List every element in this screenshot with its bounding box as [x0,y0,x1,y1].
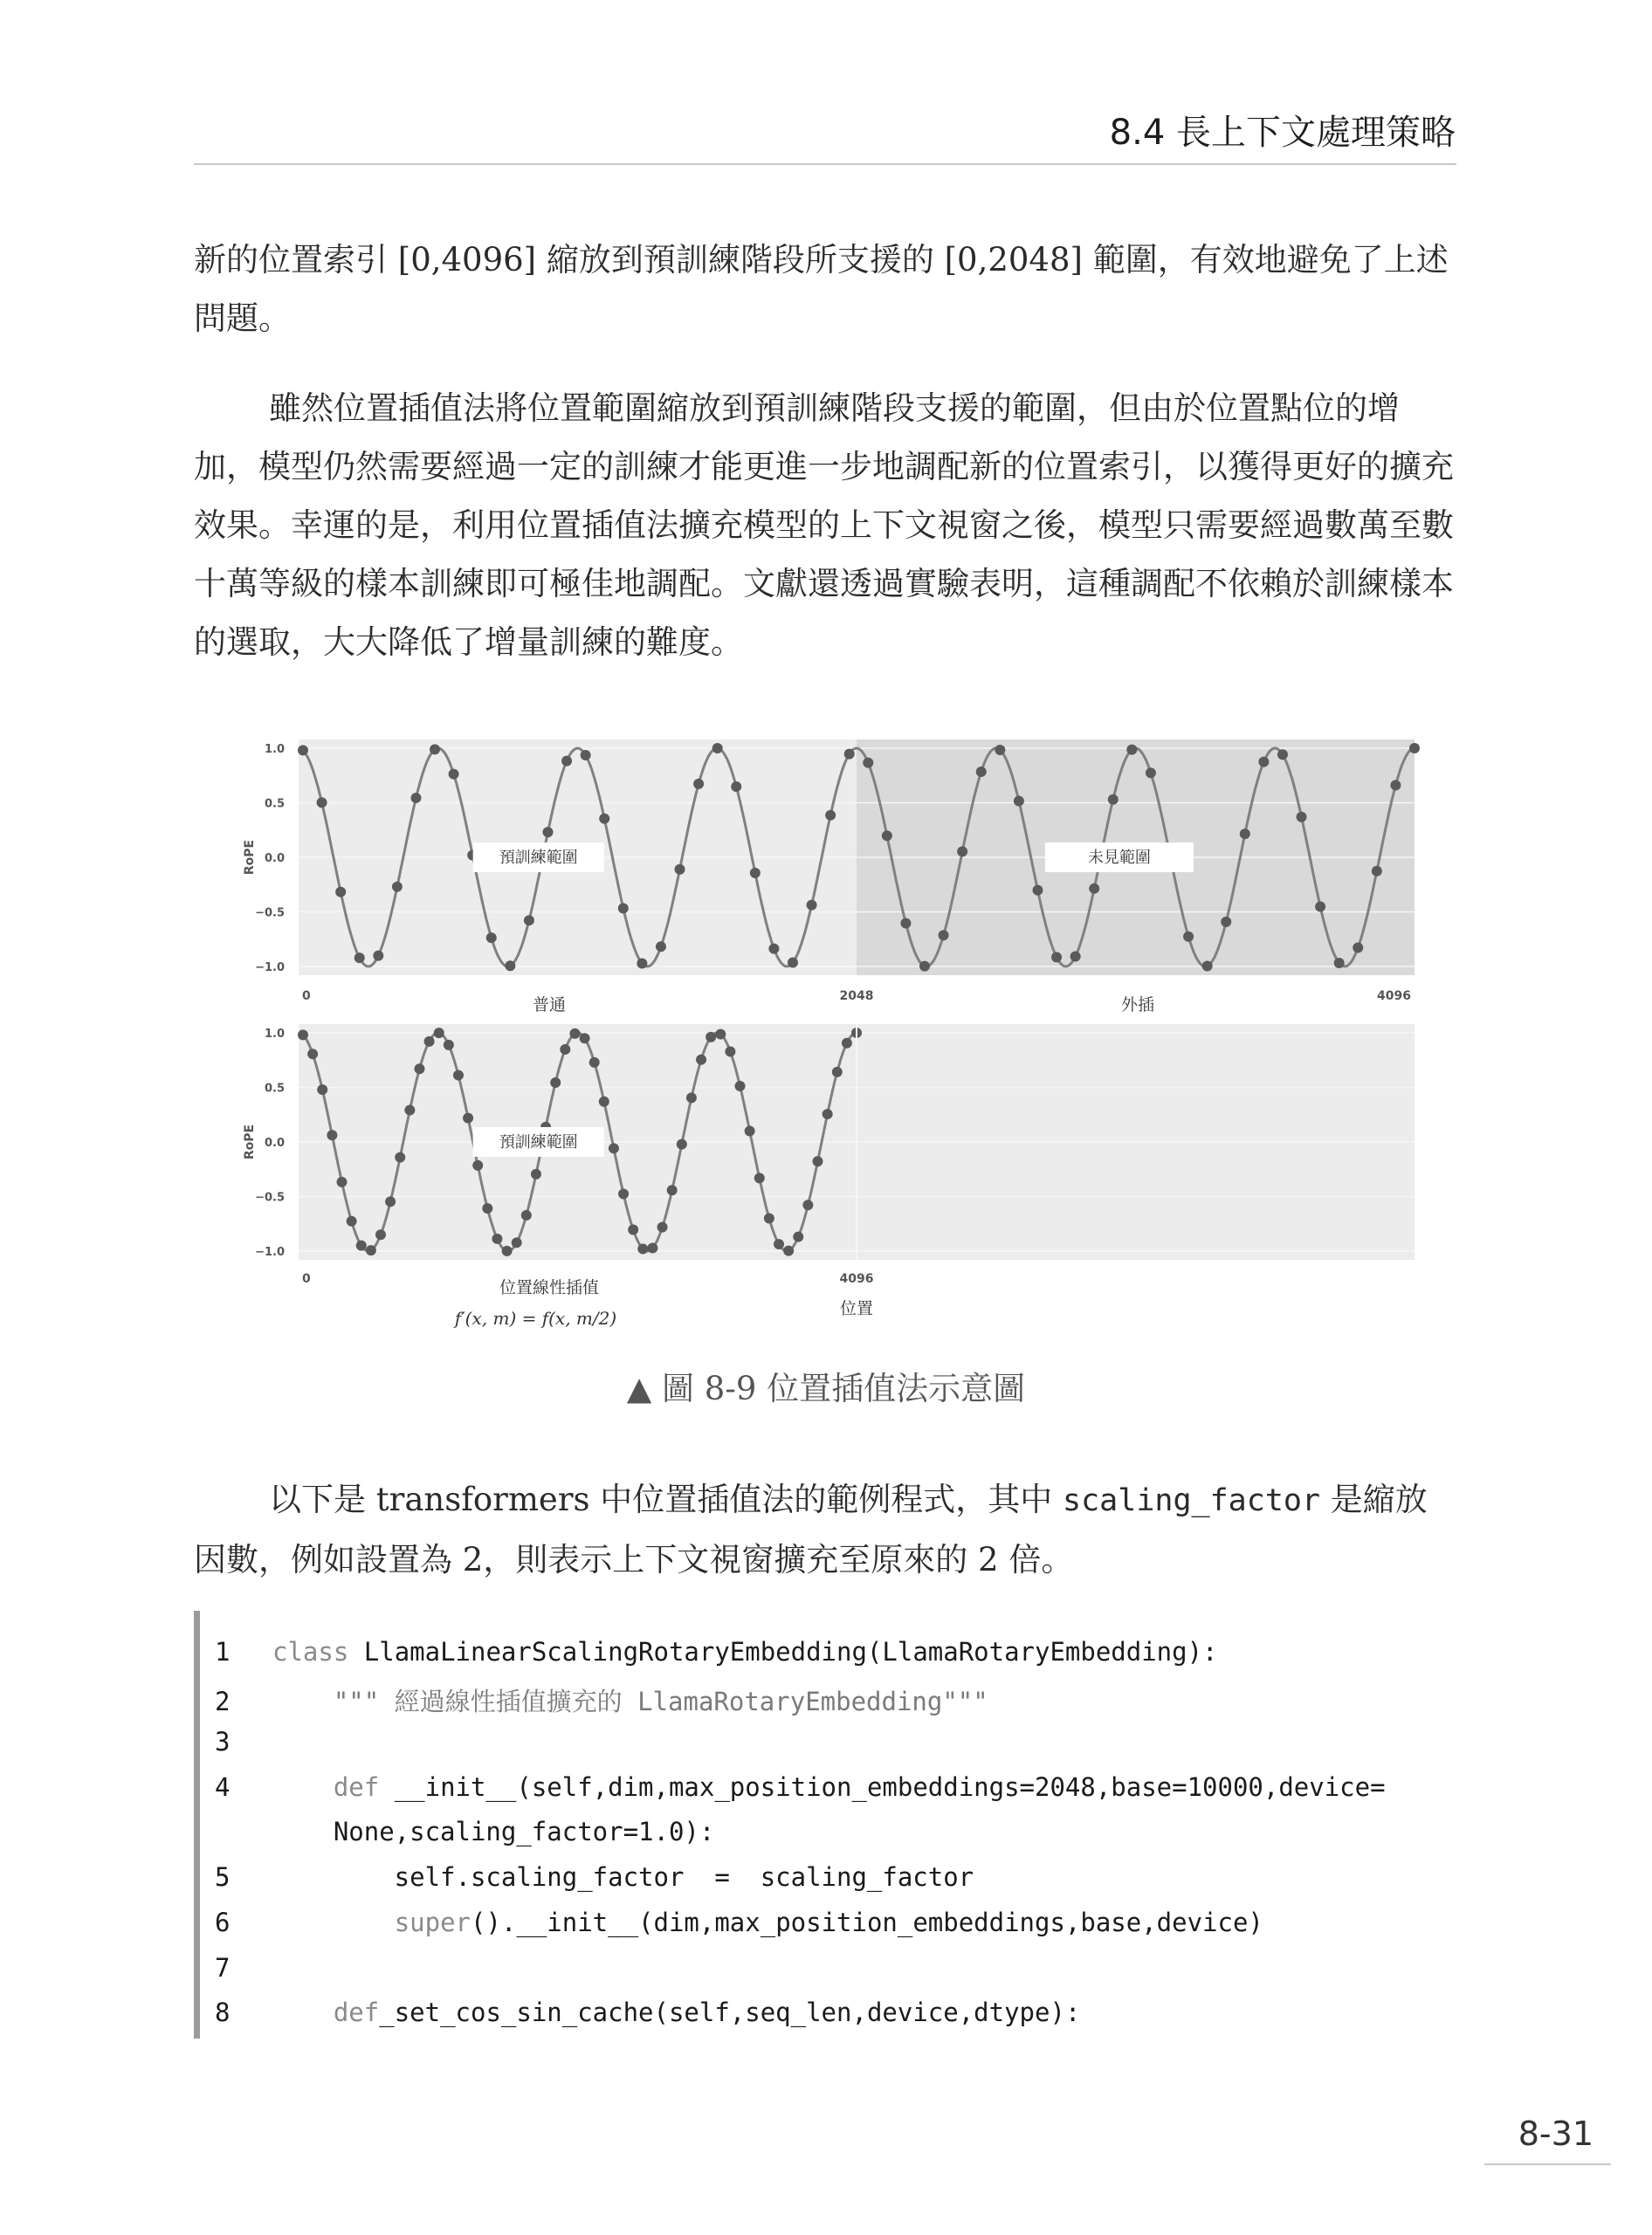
data-point [657,1222,668,1233]
data-point [774,1239,784,1249]
data-point [472,1160,483,1171]
data-point [667,1185,678,1195]
data-point [802,1200,813,1210]
code-line [215,1862,974,1892]
line-number: 5 [215,1862,231,1892]
page-number: 8-31 [1518,2115,1593,2153]
x-tick-label: 4096 [1377,989,1411,1003]
code-token: _set_cos_sin_cache(self,seq_len,device,dtype): [379,1998,1081,2027]
data-point [375,1229,386,1240]
data-point [521,1210,532,1221]
code-token: __init__(self,dim,max_position_embeddings=2048,base=10000,device= [379,1772,1386,1802]
data-point [453,1070,464,1081]
rope-interpolation-figure [236,729,1423,1349]
data-point [823,1109,833,1119]
data-point [675,864,685,875]
code-token: self.scaling_factor = scaling_factor [272,1862,974,1892]
code-token: class [272,1637,349,1667]
data-point [354,952,365,963]
data-point [336,1177,347,1187]
code-token: def [333,1998,380,2027]
data-point [1014,795,1024,806]
x-tick-label: 0 [302,1272,311,1286]
data-point [449,769,459,780]
code-block [194,1611,1463,2039]
data-point [524,915,534,925]
data-point [900,918,911,929]
data-point [580,1033,590,1043]
header-divider [194,163,1456,165]
sublabel-linear-interpolation: 位置線性插值 [499,1278,600,1297]
code-line [215,1637,1218,1667]
paragraph-3-text-a: 以下是 transformers 中位置插值法的範例程式，其中 [269,1481,1063,1518]
paragraph-1: 新的位置索引 [0,4096] 縮放到預訓練階段所支援的 [0,2048] 範圍，有效地避免了上述問題。 [194,241,1449,337]
line-number: 8 [215,1998,231,2027]
code-token: """ 經過線性插值擴充的 LlamaRotaryEmbedding""" [272,1687,988,1716]
data-point [561,756,572,767]
data-point [768,944,779,954]
paragraph-2: 雖然位置插值法將位置範圍縮放到預訓練階段支援的範圍，但由於位置點位的增加，模型仍然需要經過一定的訓練才能更進一步地調配新的位置索引，以獲得更好的擴充效果。幸運的是，利用位置插值法擴充模型的上下文視窗之後，模型只需要經過數萬至數十萬等級的樣本訓練即可極佳地調配。文獻還透過實驗表明，這種調配不依賴於訓練樣本的選取，大大降低了增量訓練的難度。 [194,389,1454,661]
code-line [215,1772,1386,1802]
data-point [307,1049,318,1059]
data-point [693,779,704,789]
code-line [215,1817,714,1846]
y-tick-label: −0.5 [255,1191,285,1205]
data-point [502,1246,513,1256]
data-point [677,1139,687,1150]
data-point [656,941,666,952]
data-point [957,846,967,856]
data-point [430,744,440,754]
region-label-pretrain: 預訓練範圍 [499,849,578,867]
data-point [844,749,855,760]
data-point [569,1028,580,1039]
line-number: 3 [215,1727,231,1757]
data-point [628,1224,638,1234]
data-point [882,830,892,841]
data-point [919,961,930,972]
sublabel-extrapolation: 外插 [1120,995,1155,1014]
data-point [1353,942,1363,952]
inline-code-scaling-factor: scaling_factor [1063,1483,1321,1518]
data-point [404,1105,415,1116]
data-point [335,887,346,897]
code-line [215,1682,988,1718]
line-number: 2 [215,1687,231,1716]
data-point [1183,932,1194,942]
data-point [1221,917,1231,927]
data-point [505,960,515,971]
data-point [731,781,741,792]
x-axis-label: 位置 [839,1299,874,1318]
data-point [1297,812,1307,822]
code-token: None,scaling_factor=1.0): [272,1817,715,1846]
data-point [347,1216,357,1227]
data-point [793,1232,803,1242]
data-point [1089,884,1099,894]
data-point [1126,745,1137,755]
data-point [492,1234,502,1244]
data-point [1108,794,1119,805]
data-point [813,1156,823,1166]
data-point [995,745,1005,755]
y-tick-label: −1.0 [255,1246,285,1259]
data-point [863,758,873,768]
data-point [637,959,647,969]
data-point [1258,757,1269,767]
data-point [1070,951,1081,961]
data-point [1240,829,1250,839]
data-point [735,1081,746,1091]
data-point [618,903,629,913]
code-token: LlamaLinearScalingRotaryEmbedding(LlamaRotaryEmbedding): [348,1637,1218,1667]
line-number: 1 [215,1637,231,1667]
data-point [599,1097,609,1107]
data-point [618,1188,629,1199]
data-point [754,1173,765,1183]
footer-divider [1484,2163,1611,2165]
data-point [832,1067,843,1077]
code-token: ().__init__(dim,max_position_embeddings,base,device) [471,1908,1263,1937]
data-point [712,743,723,753]
data-point [764,1213,774,1223]
data-point [373,951,383,961]
data-point [1409,743,1420,753]
y-tick-label: 1.0 [264,1028,285,1041]
code-line [215,1908,1263,1937]
data-point [807,900,817,911]
y-tick-label: 0.5 [264,797,285,811]
data-point [356,1241,367,1251]
data-point [599,814,609,824]
data-point [1202,960,1213,971]
y-tick-label: 1.0 [264,743,285,756]
data-point [1372,866,1382,877]
data-point [745,1126,755,1137]
data-point [560,1044,570,1055]
y-tick-label: 0.5 [264,1082,285,1096]
data-point [463,1113,473,1124]
figure-caption: ▲ 圖 8-9 位置插值法示意圖 [626,1370,1026,1407]
data-point [783,1246,794,1256]
y-axis-label: RoPE [243,839,257,876]
data-point [1032,885,1043,896]
data-point [750,868,761,878]
y-tick-label: 0.0 [264,1137,285,1150]
data-point [725,1047,735,1057]
data-point [581,750,591,760]
paragraph-3-text-b: 是縮放因數，例如設置為 2，則表示上下文視窗擴充至原來的 2 倍。 [194,1481,1428,1578]
data-point [939,930,949,940]
data-point [696,1055,706,1065]
data-point [706,1032,716,1042]
data-point [609,1143,619,1153]
region-label-pretrain: 預訓練範圍 [499,1133,578,1152]
line-number: 6 [215,1908,231,1937]
data-point [366,1245,376,1255]
data-point [410,793,421,803]
code-token [272,1998,334,2027]
sublabel-normal: 普通 [533,995,567,1014]
region-label-unseen: 未見範圍 [1087,849,1151,867]
line-number: 7 [215,1953,231,1983]
data-point [1390,780,1401,790]
interpolation-formula: f′(x, m) = f(x, m/2) [454,1308,617,1329]
data-point [825,810,836,821]
data-point [512,1237,522,1248]
data-point [414,1063,424,1074]
data-point [424,1036,435,1047]
data-point [317,797,327,808]
data-point [298,745,308,755]
data-point [550,1077,561,1088]
x-tick-label: 4096 [839,1272,874,1286]
data-point [298,1029,308,1040]
paragraph-3 [194,1470,1456,1589]
data-point [1315,902,1325,912]
data-point [842,1038,852,1049]
code-token [272,1908,395,1937]
y-axis-label: RoPE [243,1124,257,1160]
data-point [317,1084,327,1095]
data-point [1277,749,1288,760]
section-title: 8.4 長上下文處理策略 [1109,113,1456,153]
code-line [215,1727,272,1757]
code-token [272,1772,334,1802]
data-point [647,1242,657,1253]
y-tick-label: −1.0 [255,961,285,974]
data-point [715,1029,726,1040]
data-point [589,1057,600,1068]
x-tick-label: 2048 [839,989,874,1003]
code-line [215,1953,272,1983]
data-point [1146,767,1156,778]
data-point [434,1028,444,1038]
data-point [1051,952,1062,962]
data-point [686,1092,697,1103]
data-point [531,1169,541,1179]
data-point [385,1196,396,1207]
data-point [444,1040,454,1050]
code-token: def [333,1772,380,1802]
line-number: 4 [215,1772,231,1802]
data-point [788,957,798,967]
data-point [395,1152,405,1163]
data-point [482,1203,492,1214]
data-point [637,1244,648,1255]
data-point [486,932,497,943]
y-tick-label: −0.5 [255,906,285,920]
data-point [1334,958,1345,968]
data-point [976,767,987,777]
code-token: super [394,1908,471,1937]
y-tick-label: 0.0 [264,852,285,865]
data-point [392,882,403,892]
data-point [327,1130,337,1140]
data-point [542,827,553,837]
x-tick-label: 0 [302,989,311,1003]
code-line [215,1998,1080,2027]
